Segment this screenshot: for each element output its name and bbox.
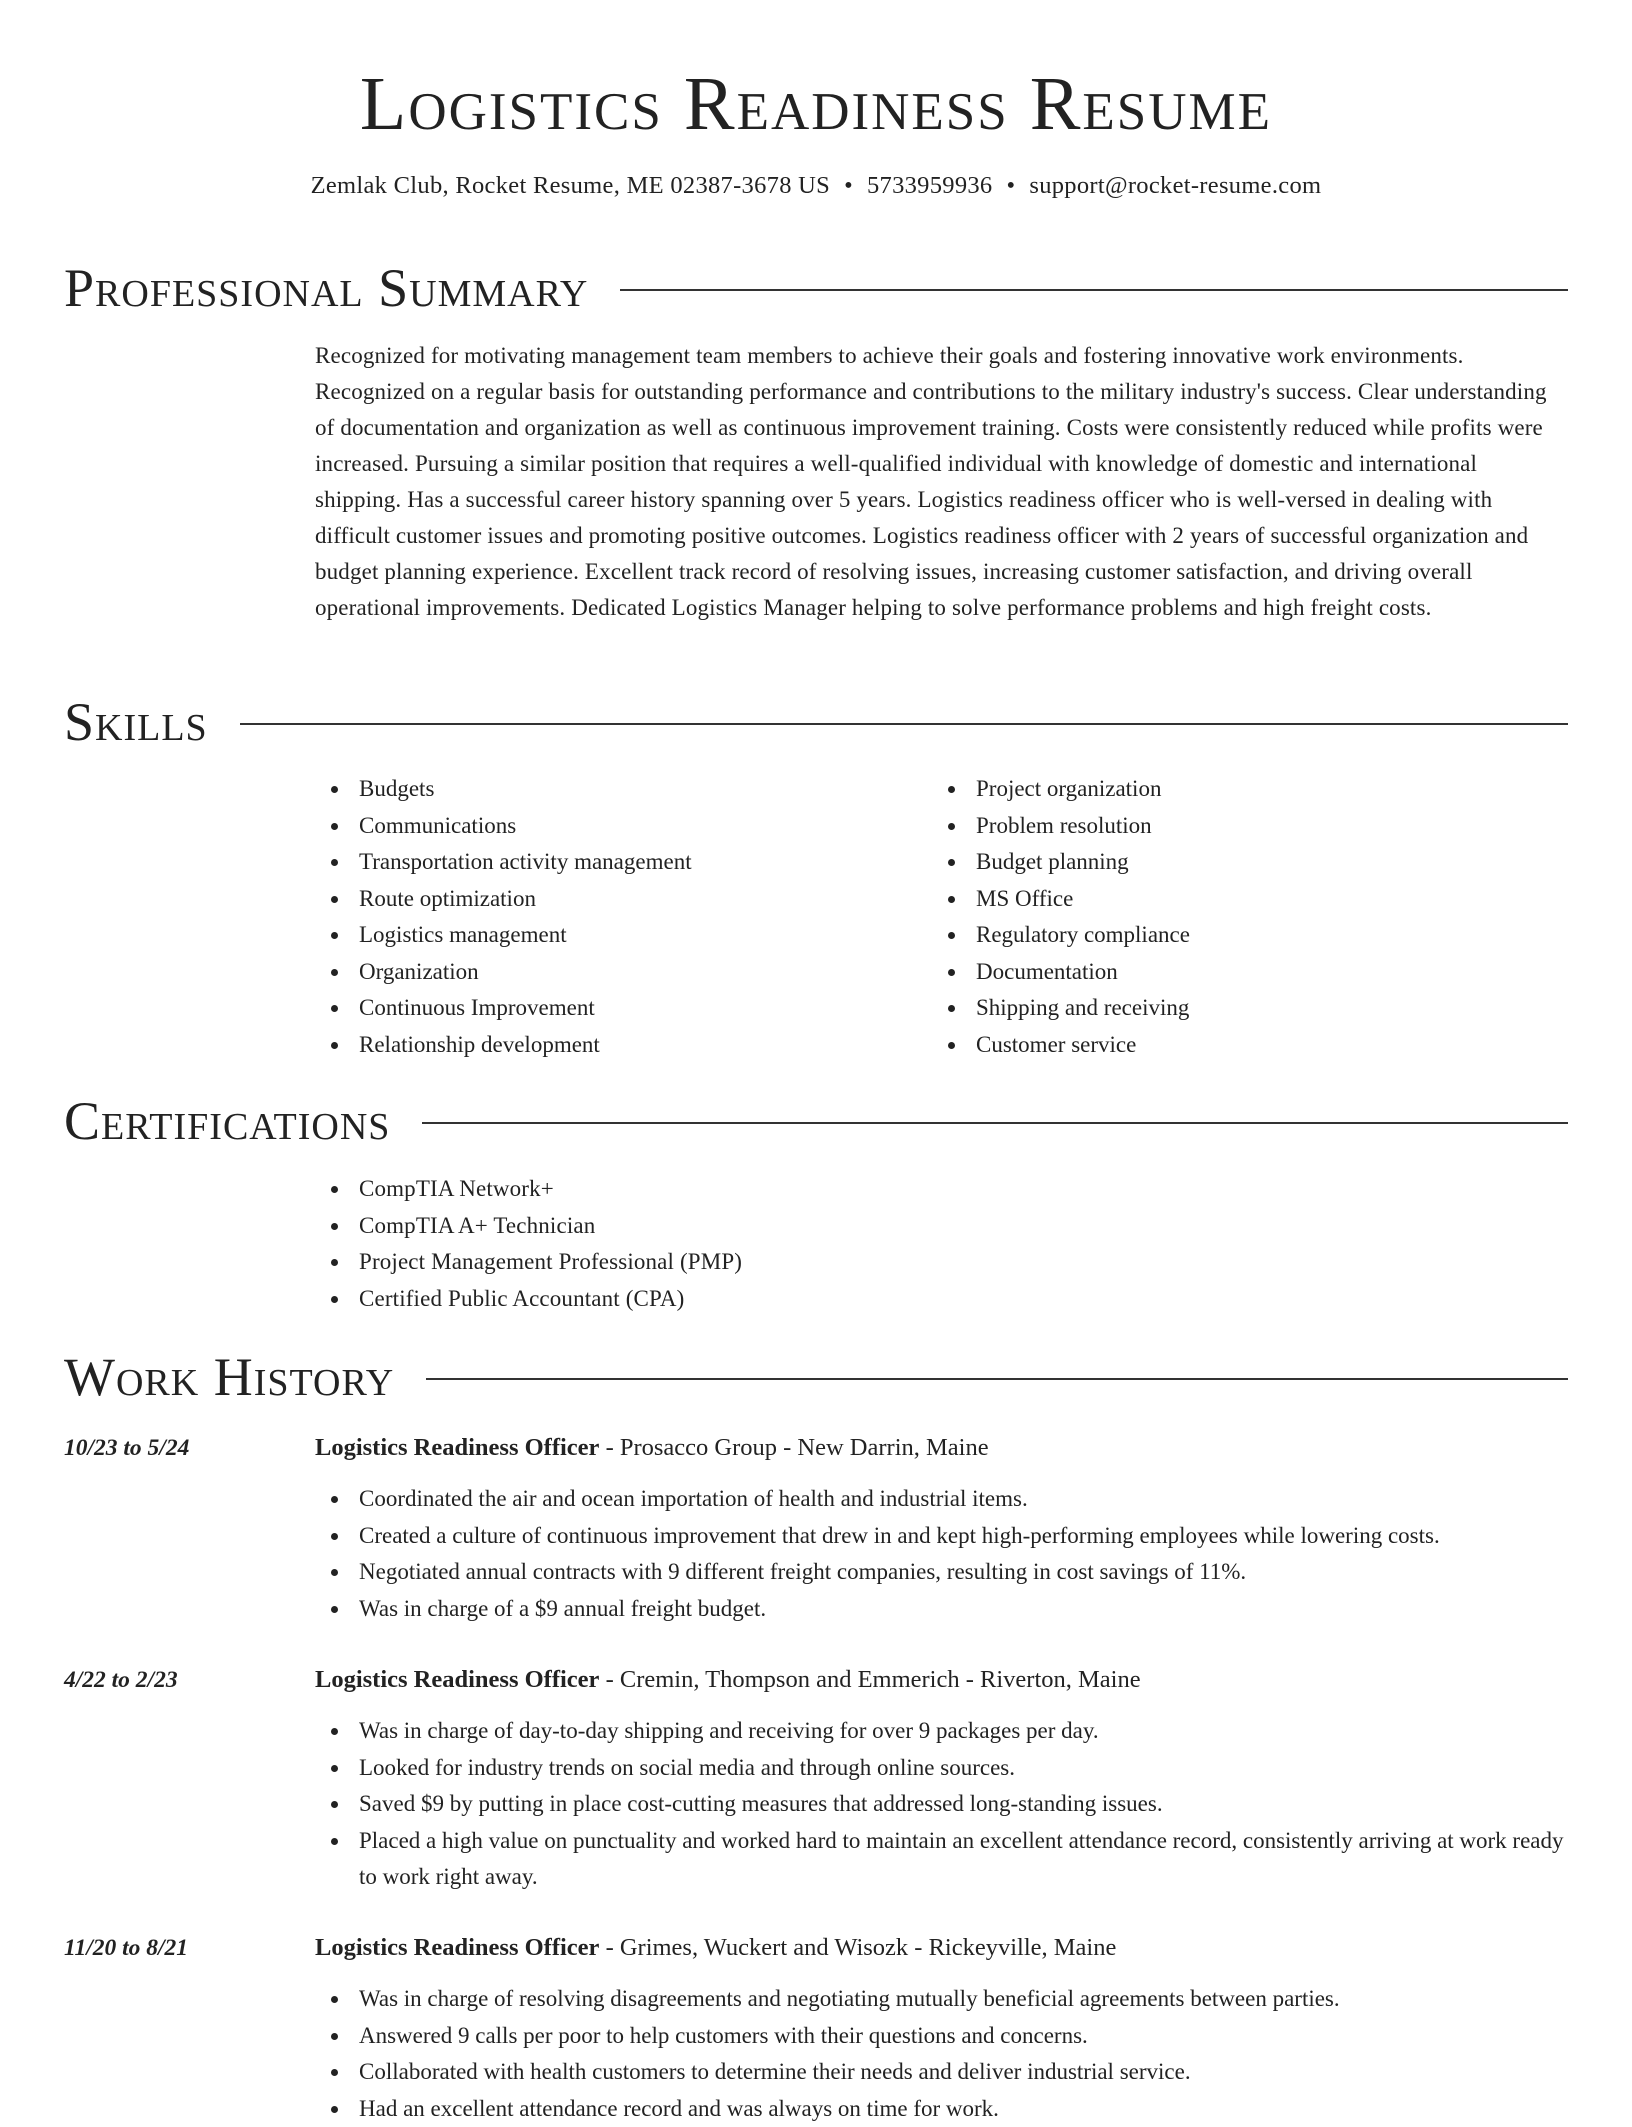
job-employer: - Cremin, Thompson and Emmerich - Riverton, Maine xyxy=(599,1666,1140,1693)
skill-item: Budget planning xyxy=(932,844,1549,881)
resume-title: Logistics Readiness Resume xyxy=(64,0,1568,146)
skill-item: Customer service xyxy=(932,1027,1549,1064)
skill-item: Organization xyxy=(315,954,932,991)
certification-item: Project Management Professional (PMP) xyxy=(315,1244,1568,1281)
job-role: Logistics Readiness Officer xyxy=(315,1934,599,1961)
job-dates: 4/22 to 2/23 xyxy=(64,1662,178,1698)
skills-heading: Skills xyxy=(64,692,240,752)
contact-line xyxy=(64,172,1568,200)
section-divider xyxy=(426,1378,1568,1380)
work-history-heading: Work History xyxy=(64,1347,426,1407)
section-divider xyxy=(620,289,1568,291)
certifications-section-header xyxy=(64,1091,1568,1151)
skill-item: Continuous Improvement xyxy=(315,990,932,1027)
contact-email: support@rocket-resume.com xyxy=(1029,172,1321,199)
job-title-line xyxy=(315,1930,1116,1966)
job-bullet: Negotiated annual contracts with 9 different freight companies, resulting in cost savings of 11%. xyxy=(315,1554,1568,1591)
job-bullet: Was in charge of resolving disagreements and negotiating mutually beneficial agreements between parties. xyxy=(315,1981,1568,2018)
job-bullets xyxy=(315,1981,1568,2127)
skill-item: Project organization xyxy=(932,771,1549,808)
job-bullet: Coordinated the air and ocean importation of health and industrial items. xyxy=(315,1481,1568,1518)
skill-item: Problem resolution xyxy=(932,808,1549,845)
job-employer: - Prosacco Group - New Darrin, Maine xyxy=(599,1434,988,1461)
skill-item: Relationship development xyxy=(315,1027,932,1064)
skill-item: Route optimization xyxy=(315,881,932,918)
summary-heading: Professional Summary xyxy=(64,258,620,318)
work-history-section-header xyxy=(64,1347,1568,1407)
contact-address: Zemlak Club, Rocket Resume, ME 02387-3678 US xyxy=(311,172,830,199)
skill-item: Logistics management xyxy=(315,917,932,954)
skill-item: Shipping and receiving xyxy=(932,990,1549,1027)
skill-item: Budgets xyxy=(315,771,932,808)
contact-phone: 5733959936 xyxy=(867,172,993,199)
resume-page xyxy=(64,0,1568,146)
job-bullet: Was in charge of a $9 annual freight budget. xyxy=(315,1591,1568,1628)
job-bullet: Placed a high value on punctuality and worked hard to maintain an excellent attendance record, consistently arriving at work ready to work right away. xyxy=(315,1823,1568,1896)
job-bullet: Had an excellent attendance record and was always on time for work. xyxy=(315,2091,1568,2127)
contact-separator: • xyxy=(830,172,867,199)
job-bullet: Was in charge of day-to-day shipping and receiving for over 9 packages per day. xyxy=(315,1713,1568,1750)
job-title-line xyxy=(315,1430,989,1466)
job-role: Logistics Readiness Officer xyxy=(315,1666,599,1693)
job-bullets xyxy=(315,1481,1568,1627)
skills-list xyxy=(315,771,1568,1063)
certification-item: CompTIA A+ Technician xyxy=(315,1208,1568,1245)
job-dates: 10/23 to 5/24 xyxy=(64,1430,189,1466)
job-role: Logistics Readiness Officer xyxy=(315,1434,599,1461)
skills-column-left xyxy=(315,771,932,1063)
skills-section-header xyxy=(64,692,1568,752)
skill-item: Communications xyxy=(315,808,932,845)
skill-item: Documentation xyxy=(932,954,1549,991)
job-title-line xyxy=(315,1662,1141,1698)
summary-section-header xyxy=(64,258,1568,318)
section-divider xyxy=(240,723,1568,725)
certifications-list xyxy=(315,1171,1568,1317)
skill-item: MS Office xyxy=(932,881,1549,918)
job-bullet: Answered 9 calls per poor to help customers with their questions and concerns. xyxy=(315,2018,1568,2055)
job-employer: - Grimes, Wuckert and Wisozk - Rickeyville, Maine xyxy=(599,1934,1116,1961)
contact-separator: • xyxy=(992,172,1029,199)
job-bullets xyxy=(315,1713,1568,1896)
summary-text: Recognized for motivating management team members to achieve their goals and fostering innovative work environments. Recognized on a regular basis for outstanding performance and contributions to the military industry's success. Clear understanding of documentation and organization as well as continuous improvement training. Costs were consistently reduced while profits were increased. Pursuing a similar position that requires a well-qualified individual with knowledge of domestic and international shipping. Has a successful career history spanning over 5 years. Logistics readiness officer who is well-versed in dealing with difficult customer issues and promoting positive outcomes. Logistics readiness officer with 2 years of successful organization and budget planning experience. Excellent track record of resolving issues, increasing customer satisfaction, and driving overall operational improvements. Dedicated Logistics Manager helping to solve performance problems and high freight costs. xyxy=(315,338,1568,626)
job-bullet: Collaborated with health customers to determine their needs and deliver industrial service. xyxy=(315,2054,1568,2091)
job-bullet: Looked for industry trends on social media and through online sources. xyxy=(315,1750,1568,1787)
skill-item: Regulatory compliance xyxy=(932,917,1549,954)
job-bullet: Saved $9 by putting in place cost-cutting measures that addressed long-standing issues. xyxy=(315,1786,1568,1823)
skills-column-right xyxy=(932,771,1549,1063)
job-bullet: Created a culture of continuous improvement that drew in and kept high-performing employees while lowering costs. xyxy=(315,1518,1568,1555)
job-dates: 11/20 to 8/21 xyxy=(64,1930,188,1966)
certifications-heading: Certifications xyxy=(64,1091,422,1151)
skill-item: Transportation activity management xyxy=(315,844,932,881)
certification-item: Certified Public Accountant (CPA) xyxy=(315,1281,1568,1318)
certification-item: CompTIA Network+ xyxy=(315,1171,1568,1208)
section-divider xyxy=(422,1122,1568,1124)
